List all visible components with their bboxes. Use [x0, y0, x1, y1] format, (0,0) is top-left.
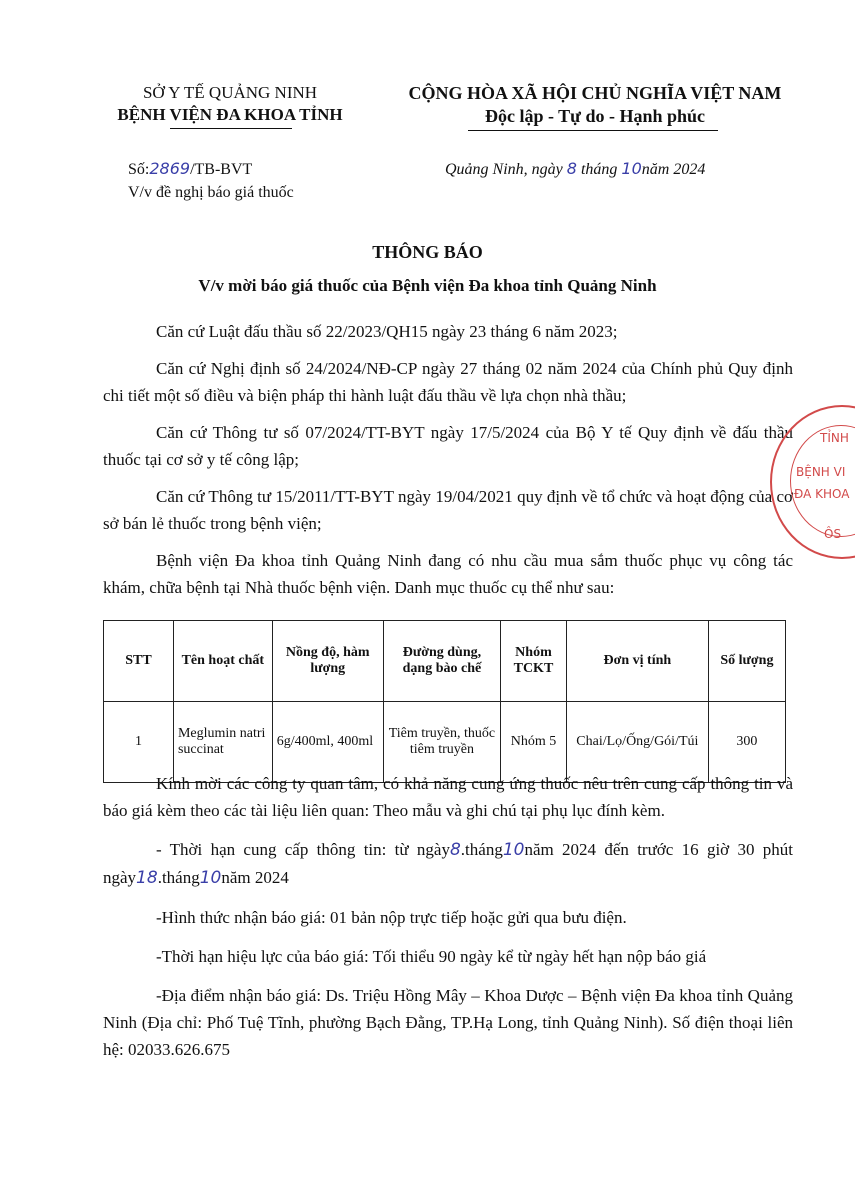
paragraph: Căn cứ Thông tư số 07/2024/TT-BYT ngày 17/5/2024 của Bộ Y tế Quy định về đấu thầu thuốc tại cơ sở y tế công lập;: [103, 423, 793, 469]
agency-parent: SỞ Y TẾ QUẢNG NINH: [142, 83, 318, 102]
header-cell: Đường dùng, dạng bào chế: [383, 621, 500, 702]
deadline-paragraph: - Thời hạn cung cấp thông tin: từ ngày8.tháng10năm 2024 đến trước 16 giờ 30 phút ngày18.tháng10năm 2024: [103, 840, 793, 888]
motto-underline: [468, 130, 718, 131]
handwritten-day: 8: [566, 159, 577, 178]
drug-list-table: [103, 620, 786, 783]
document-subject: V/v đề nghị báo giá thuốc: [128, 184, 294, 201]
invitation-section: [103, 770, 793, 1063]
header-cell: Nhóm TCKT: [501, 621, 567, 702]
paragraph: Căn cứ Luật đấu thầu số 22/2023/QH15 ngày 23 tháng 6 năm 2023;: [156, 322, 618, 341]
paragraph: Kính mời các công ty quan tâm, có khả năng cung ứng thuốc nêu trên cung cấp thông tin và báo giá kèm theo các tài liệu liên quan: Theo mẫu và ghi chú tại phụ lục đính kèm.: [103, 774, 793, 820]
national-title: CỘNG HÒA XÃ HỘI CHỦ NGHĨA VIỆT NAM: [408, 83, 782, 103]
handwritten-to-day: 18: [136, 868, 158, 888]
agency-header: [95, 82, 365, 126]
handwritten-from-day: 8: [449, 840, 461, 860]
handwritten-from-month: 10: [502, 840, 525, 860]
national-header: [380, 82, 810, 128]
header-cell: Đơn vị tính: [566, 621, 708, 702]
header-cell: STT: [104, 621, 174, 702]
handwritten-to-month: 10: [199, 868, 222, 888]
table-cell: Tiêm truyền, thuốc tiêm truyền: [383, 702, 500, 783]
header-cell: Số lượng: [708, 621, 785, 702]
paragraph: Bệnh viện Đa khoa tỉnh Quảng Ninh đang có nhu cầu mua sắm thuốc phục vụ công tác khám, chữa bệnh tại Nhà thuốc bệnh viện. Danh mục thuốc cụ thể như sau:: [103, 551, 793, 597]
document-title: THÔNG BÁO: [372, 242, 483, 262]
handwritten-month: 10: [621, 159, 642, 178]
document-subtitle: V/v mời báo giá thuốc của Bệnh viện Đa khoa tỉnh Quảng Ninh: [198, 276, 657, 295]
paragraph: -Địa điểm nhận báo giá: Ds. Triệu Hồng Mây – Khoa Dược – Bệnh viện Đa khoa tỉnh Quảng Ninh (Địa chỉ: Phố Tuệ Tĩnh, phường Bạch Đằng, TP.Hạ Long, tỉnh Quảng Ninh). Số điện thoại liên hệ: 02033.626.675: [103, 986, 793, 1059]
table-cell: 1: [104, 702, 174, 783]
table-cell: Chai/Lọ/Ống/Gói/Túi: [566, 702, 708, 783]
paragraph: Căn cứ Nghị định số 24/2024/NĐ-CP ngày 27 tháng 02 năm 2024 của Chính phủ Quy định chi tiết một số điều và biện pháp thi hành luật đấu thầu về lựa chọn nhà thầu;: [103, 359, 793, 405]
table-cell: Meglumin natri succinat: [173, 702, 272, 783]
date-line: Quảng Ninh, ngày 8 tháng 10năm 2024: [445, 159, 706, 178]
header-cell: Tên hoạt chất: [173, 621, 272, 702]
table-cell: Nhóm 5: [501, 702, 567, 783]
paragraph: -Hình thức nhận báo giá: 01 bản nộp trực tiếp hoặc gửi qua bưu điện.: [156, 908, 627, 927]
red-stamp: TỈNH BỆNH VI ĐA KHOA ÔS: [770, 405, 855, 559]
table-cell: 300: [708, 702, 785, 783]
legal-basis: [103, 318, 793, 601]
agency-underline: [170, 128, 292, 129]
document-number: Số:2869/TB-BVT: [128, 159, 253, 178]
agency-name: BỆNH VIỆN ĐA KHOA TỈNH: [117, 105, 343, 124]
paragraph: -Thời hạn hiệu lực của báo giá: Tối thiểu 90 ngày kể từ ngày hết hạn nộp báo giá: [156, 947, 707, 966]
table-cell: 6g/400ml, 400ml: [272, 702, 383, 783]
national-motto: Độc lập - Tự do - Hạnh phúc: [484, 106, 706, 126]
paragraph: Căn cứ Thông tư 15/2011/TT-BYT ngày 19/04/2021 quy định về tổ chức và hoạt động của cơ sở bán lẻ thuốc trong bệnh viện;: [103, 487, 793, 533]
header-cell: Nồng độ, hàm lượng: [272, 621, 383, 702]
handwritten-doc-number: 2869: [149, 159, 191, 178]
table-header-row: [104, 621, 786, 702]
